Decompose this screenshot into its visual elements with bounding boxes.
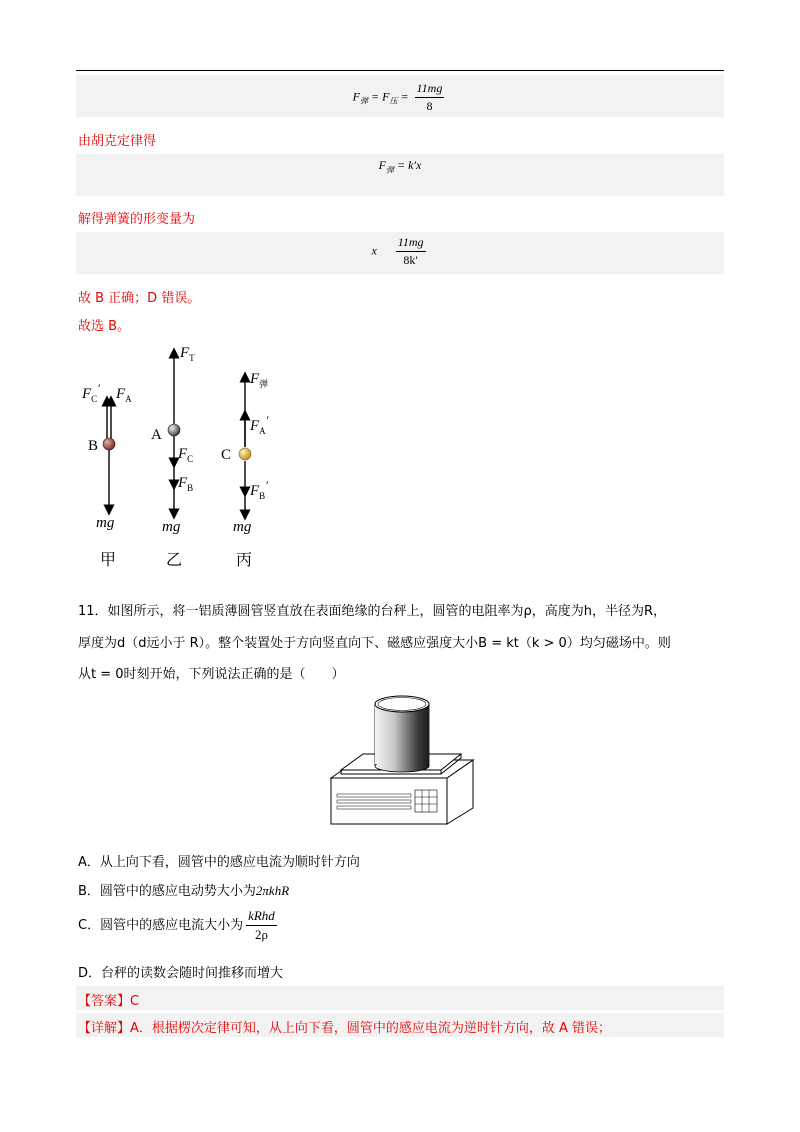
option-c: C．圆管中的感应电流大小为 $\frac{\text{kRhd}}{2\rho}$ bbox=[78, 908, 275, 942]
ball-b bbox=[103, 438, 115, 450]
scale-cylinder-illustration bbox=[327, 690, 477, 830]
caption-yi: 乙 bbox=[166, 550, 183, 569]
ball-c bbox=[239, 448, 251, 460]
label-fb: $F_B$ bbox=[178, 475, 194, 493]
option-a: A．从上向下看，圆管中的感应电流为顺时针方向 bbox=[78, 855, 360, 870]
scale-base-front bbox=[331, 778, 447, 824]
answer-label: 【答案】C bbox=[78, 994, 140, 1009]
label-ft: $F_T$ bbox=[180, 345, 195, 363]
label-fa: $F_A$ bbox=[116, 386, 132, 404]
detail-box bbox=[76, 1013, 724, 1037]
formula-1: $F_弹 = F_压$ = $\frac{11mg}{8}$ bbox=[352, 81, 443, 113]
question-line-1: 11．如图所示，将一铝质薄圆管竖直放在表面绝缘的台秤上，圆管的电阻率为ρ，高度为h，半径为R， bbox=[78, 604, 667, 619]
label-a: A bbox=[151, 427, 162, 443]
label-fc-prime: $F_C'$ bbox=[82, 381, 100, 404]
label-fspring: $F_弹$ bbox=[250, 371, 269, 389]
formula-box-3 bbox=[76, 232, 724, 274]
solution-deform-line: 解得弹簧的形变量为 bbox=[78, 212, 196, 227]
label-mg-1: mg bbox=[96, 515, 115, 531]
ball-a bbox=[168, 424, 180, 436]
answer-box bbox=[76, 986, 724, 1010]
top-rule bbox=[76, 70, 724, 71]
label-mg-2: mg bbox=[162, 519, 181, 535]
force-diagram bbox=[0, 335, 800, 575]
formula-box-2 bbox=[76, 154, 724, 196]
formula-2: $F_弹 = k'x$ bbox=[378, 158, 422, 175]
option-b: B．圆管中的感应电动势大小为2πkhR bbox=[78, 883, 290, 899]
caption-jia: 甲 bbox=[100, 550, 117, 569]
label-mg-3: mg bbox=[233, 519, 252, 535]
label-fc: $F_C$ bbox=[178, 446, 194, 464]
caption-bing: 丙 bbox=[236, 550, 253, 569]
solution-hooke-line: 由胡克定律得 bbox=[78, 134, 157, 149]
label-fb-prime: $F_B'$ bbox=[250, 478, 268, 501]
label-c: C bbox=[221, 447, 232, 463]
label-fa-prime: $F_A'$ bbox=[250, 413, 269, 436]
question-line-2: 厚度为d（d远小于 R）。整个装置处于方向竖直向下、磁感应强度大小B = kt（k > 0）均匀磁场中。则 bbox=[78, 636, 671, 651]
formula-3: x $\frac{11mg}{8k'}$ bbox=[371, 235, 424, 267]
question-line-3: 从t = 0时刻开始，下列说法正确的是（ ） bbox=[78, 667, 345, 682]
answer-detail: 【详解】A．根据楞次定律可知，从上向下看，圆管中的感应电流为逆时针方向，故 A 错误； bbox=[78, 1021, 612, 1036]
solution-correct-line: 故 B 正确；D 错误。 bbox=[78, 291, 201, 306]
formula-box-1 bbox=[76, 75, 724, 117]
solution-choose-line: 故选 B。 bbox=[78, 319, 131, 334]
option-d: D．台秤的读数会随时间推移而增大 bbox=[78, 966, 284, 981]
label-b: B bbox=[88, 438, 99, 454]
